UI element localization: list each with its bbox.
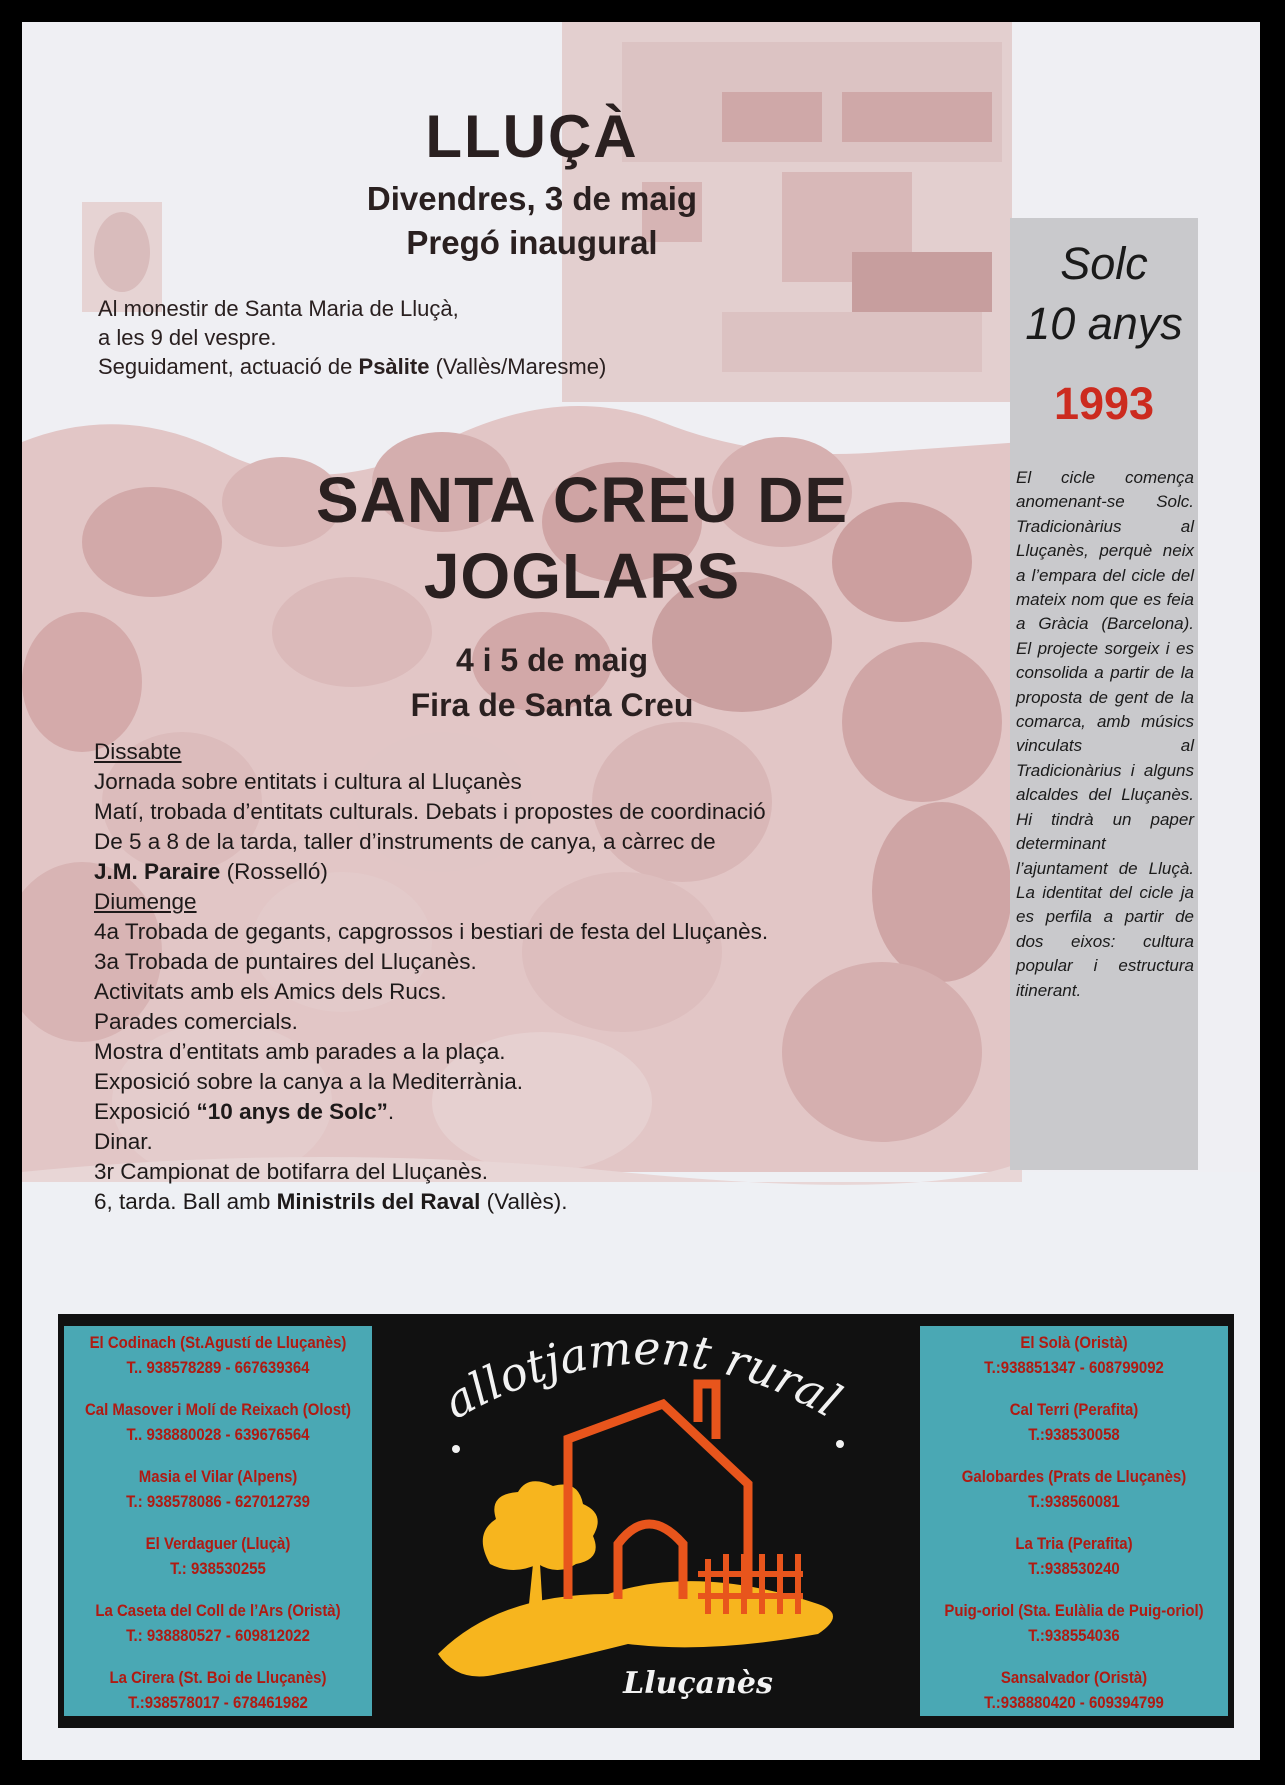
performer-name: Psàlite (358, 354, 430, 379)
lodging-entry: El Verdaguer (Lluçà) T.: 938530255 (145, 1534, 291, 1578)
sidebar-title: Solc (1060, 238, 1148, 289)
ad-logo (378, 1314, 918, 1728)
region-brand: Lluçanès (623, 1666, 773, 1701)
program-list (94, 737, 954, 1217)
lodging-entry: La Tria (Perafita) T.:938530240 (1015, 1534, 1133, 1578)
program-item: De 5 a 8 de la tarda, taller d’instruments de canya, a càrrec de (94, 829, 716, 854)
program-item: Matí, trobada d’entitats culturals. Debats i propostes de coordinació (94, 799, 766, 824)
program-item: 6, tarda. Ball amb Ministrils del Raval (Vallès). (94, 1189, 568, 1214)
lodging-entry: La Caseta del Coll de l’Ars (Oristà) T.: 938880527 - 609812022 (95, 1601, 341, 1645)
saturday-label: Dissabte (94, 739, 182, 764)
opening-details (98, 294, 858, 381)
program-item: Exposició sobre la canya a la Mediterrània. (94, 1069, 523, 1094)
sidebar-year: 1993 (1053, 378, 1155, 429)
history-sidebar (1010, 218, 1198, 1170)
sunday-label: Diumenge (94, 889, 197, 914)
opening-event: Pregó inaugural (406, 224, 658, 261)
lodging-entry: El Solà (Oristà) T.:938851347 - 608799092 (984, 1333, 1164, 1377)
lodging-entry: Masia el Vilar (Alpens) T.: 938578086 - 627012739 (126, 1467, 310, 1511)
fair-name: Fira de Santa Creu (410, 687, 694, 723)
lodging-entry: Puig-oriol (Sta. Eulàlia de Puig-oriol) T.:938554036 (944, 1601, 1204, 1645)
lodging-entry: Galobardes (Prats de Lluçanès) T.:938560081 (961, 1467, 1187, 1511)
program-item: Parades comercials. (94, 1009, 298, 1034)
rural-lodging-ad (58, 1314, 1234, 1728)
lodging-list-right (920, 1326, 1228, 1716)
sidebar-subtitle: 10 anys (1025, 298, 1183, 349)
program-item: 3a Trobada de puntaires del Lluçanès. (94, 949, 477, 974)
program-item: Dinar. (94, 1129, 153, 1154)
program-item: Mostra d’entitats amb parades a la plaça. (94, 1039, 506, 1064)
intro-line: a les 9 del vespre. (98, 325, 277, 350)
lodging-entry: Cal Terri (Perafita) T.:938530058 (1009, 1400, 1139, 1444)
program-item: Jornada sobre entitats i cultura al Lluçanès (94, 769, 522, 794)
program-item: J.M. Paraire (Rosselló) (94, 859, 328, 884)
logo-arc-text: allotjament rural (434, 1320, 851, 1430)
sidebar-text: El cicle comença anomenant-se Solc. Tradicionàrius al Lluçanès, perquè neix a l’empara del cicle del mateix nom que es feia a Gràcia (Barcelona). El projecte sorgeix i es consolida a partir de la proposta de gent de la comarca, amb músics vinculats al Tradicionàrius i alguns alcaldes del Lluçanès. Hi tindrà un paper determinant l’ajuntament de Lluçà. La identitat del cicle ja es perfila a partir de dos eixos: cultura popular i estructura itinerant. (1016, 468, 1194, 1000)
program-item: 3r Campionat de botifarra del Lluçanès. (94, 1159, 488, 1184)
lodging-list-left (64, 1326, 372, 1716)
town-title: LLUÇÀ (425, 103, 639, 170)
poster-page (22, 22, 1260, 1760)
lodging-entry: La Cirera (St. Boi de Lluçanès) T.:938578017 - 678461982 (109, 1668, 327, 1712)
program-item: Exposició “10 anys de Solc”. (94, 1099, 395, 1124)
intro-line: Al monestir de Santa Maria de Lluçà, (98, 296, 459, 321)
program-item: 4a Trobada de gegants, capgrossos i bestiari de festa del Lluçanès. (94, 919, 769, 944)
lodging-entry: El Codinach (St.Agustí de Lluçanès) T.. 938578289 - 667639364 (89, 1333, 347, 1377)
program-item: Activitats amb els Amics dels Rucs. (94, 979, 447, 1004)
fair-dates: 4 i 5 de maig (455, 642, 649, 678)
main-title: SANTA CREU DE JOGLARS (315, 464, 849, 612)
lodging-entry: Cal Masover i Molí de Reixach (Olost) T.. 938880028 - 639676564 (84, 1400, 352, 1444)
opening-date: Divendres, 3 de maig (366, 180, 698, 217)
intro-line: Seguidament, actuació de Psàlite (Vallès/Maresme) (98, 354, 607, 379)
lodging-entry: Sansalvador (Oristà) T.:938880420 - 609394799 (984, 1668, 1164, 1712)
